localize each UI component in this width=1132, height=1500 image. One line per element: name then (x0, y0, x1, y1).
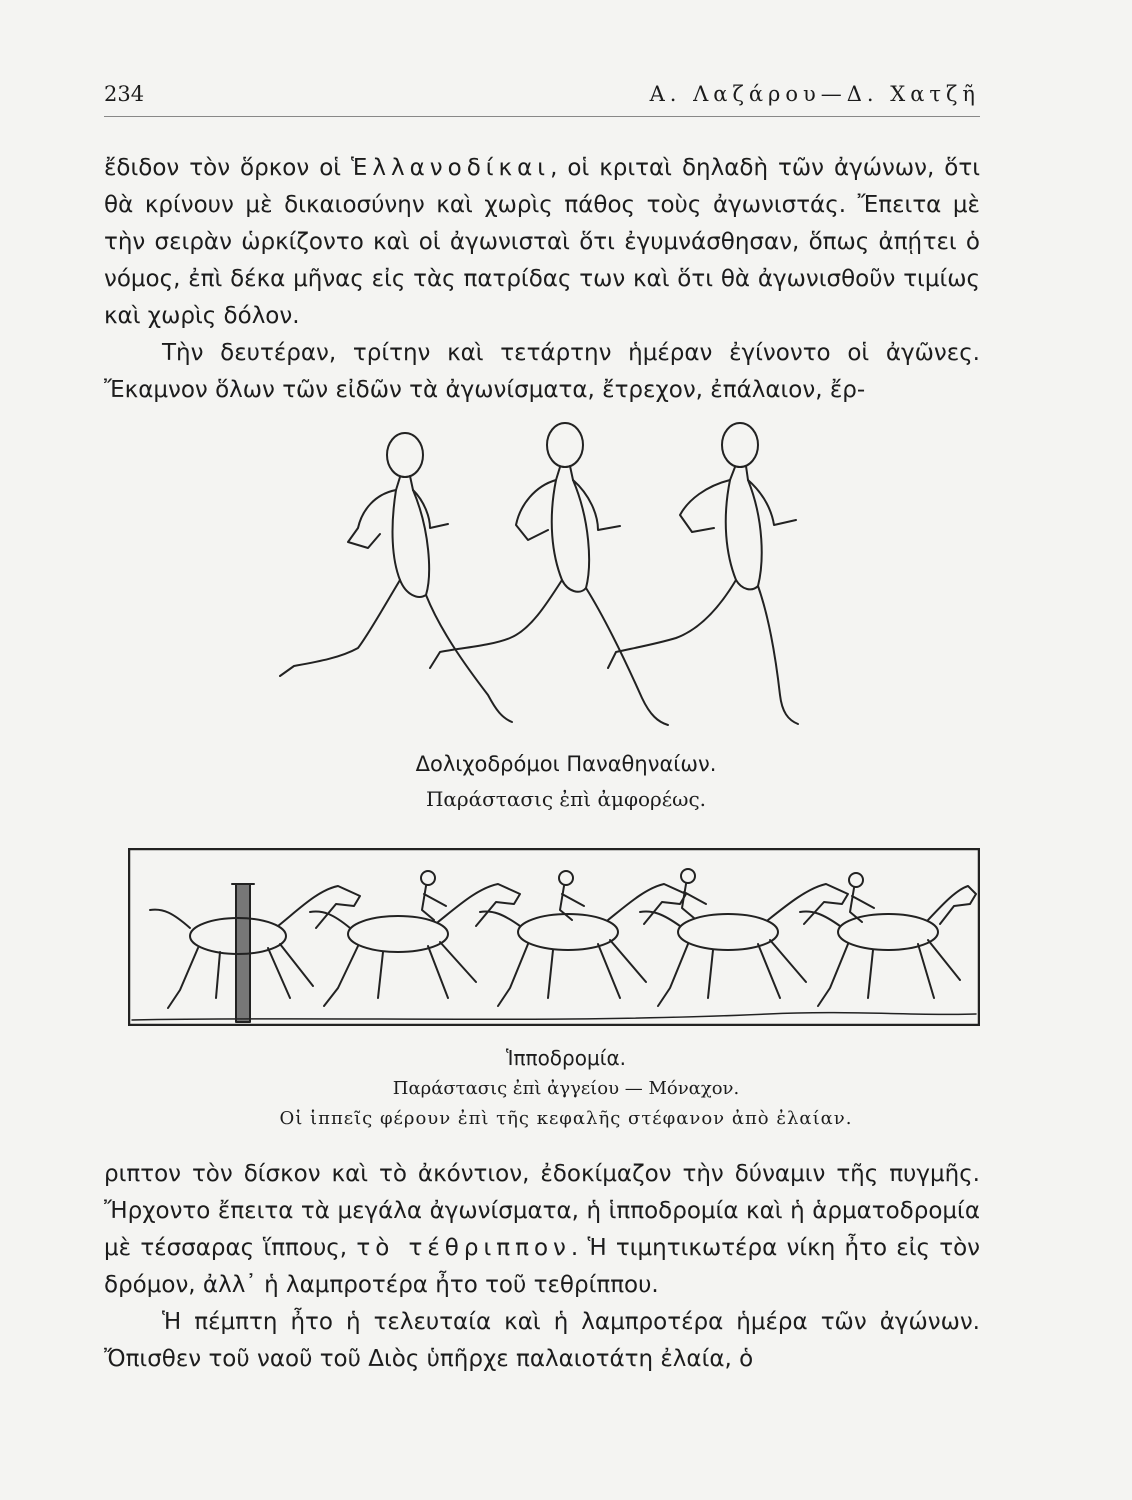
text-run: ριπτον τὸν δίσκον καὶ τὸ ἀκόντιον, ἐδοκίμαζον τὴν δύναμιν τῆς πυγμῆς. Ἤρχοντο ἔπειτα τὰ μεγάλα ἀγωνίσματα, ἡ ἱπποδρομία καὶ ἡ ἁρματοδρομία μὲ τέσσαρας ἵππους, (104, 1161, 980, 1261)
ground-line (132, 1013, 976, 1020)
text-run: Ἡ πέμπτη ἦτο ἡ τελευταία καὶ ἡ λαμπροτέρα ἡμέρα τῶν ἀγώνων. Ὄπισθεν τοῦ ναοῦ τοῦ Διὸς ὑπῆρχε παλαιοτάτη ἐλαία, ὁ (104, 1309, 980, 1372)
body-text-bottom (104, 1156, 980, 1378)
paragraph (104, 335, 980, 409)
page-header (104, 82, 980, 114)
text-run: Τὴν δευτέραν, τρίτην καὶ τετάρτην ἡμέραν ἐγίνοντο οἱ ἀγῶνες. Ἔκαμνον ὅλων τῶν εἰδῶν τὰ ἀγωνίσματα, ἔτρεχον, ἐπάλαιον, ἔρ- (104, 340, 980, 403)
paragraph (104, 150, 980, 335)
body-text-top (104, 150, 980, 409)
paragraph (104, 1304, 980, 1378)
figure2-caption-source: Παράστασις ἐπὶ ἀγγείου — Μόναχον. (392, 1078, 740, 1099)
text-run-spaced: Ἑλλανοδίκαι (351, 155, 551, 181)
paragraph (104, 1156, 980, 1304)
figure2-caption-note: Οἱ ἱππεῖς φέρουν ἐπὶ τῆς κεφαλῆς στέφανον ἀπὸ ἐλαίαν. (279, 1108, 853, 1129)
runner-figure (430, 423, 668, 725)
figure2-caption-title: Ἱπποδρομία. (506, 1046, 626, 1070)
horse-figure (480, 884, 686, 1006)
text-run: , οἱ κριταὶ δηλαδὴ τῶν ἀγώνων, ὅτι θὰ κρίνουν μὲ δικαιοσύνην καὶ χωρὶς πάθος τοὺς ἀγωνιστάς. Ἔπειτα μὲ τὴν σειρὰν ὡρκίζοντο καὶ οἱ ἀγωνισταὶ ὅτι ἐγυμνάσθησαν, ὅπως ἀπῄτει ὁ νόμος, ἐπὶ δέκα μῆνας εἰς τὰς πατρίδας των καὶ ὅτι θὰ ἀγωνισθοῦν τιμίως καὶ χωρὶς δόλον. (104, 155, 980, 329)
running-head: Α. Λαζάρου—Δ. Χατζῆ (649, 82, 980, 106)
text-run: ἔδιδον τὸν ὅρκον οἱ (104, 155, 352, 181)
rider-figure (681, 869, 706, 918)
horse-figure (310, 884, 520, 1006)
text-run-spaced: τὸ τέθριππον (356, 1235, 571, 1261)
page-number: 234 (104, 82, 145, 106)
figure1-caption-source: Παράστασις ἐπὶ ἀμφορέως. (425, 787, 707, 811)
header-rule (104, 116, 980, 117)
text-run: . Ἡ τιμητικωτέρα νίκη ἦτο εἰς τὸν δρόμον, ἀλλ᾽ ἡ λαμπροτέρα ἦτο τοῦ τεθρίππου. (104, 1235, 981, 1298)
rider-figure (421, 871, 446, 920)
runner-figure (608, 423, 798, 724)
horse-figure (150, 886, 360, 1008)
rider-figure (559, 871, 584, 920)
runners-illustration (230, 410, 830, 740)
horse-figure (800, 886, 976, 1006)
runner-figure (280, 433, 512, 722)
horse-race-illustration (128, 848, 980, 1026)
figure1-caption-title: Δολιχοδρόμοι Παναθηναίων. (415, 752, 717, 776)
